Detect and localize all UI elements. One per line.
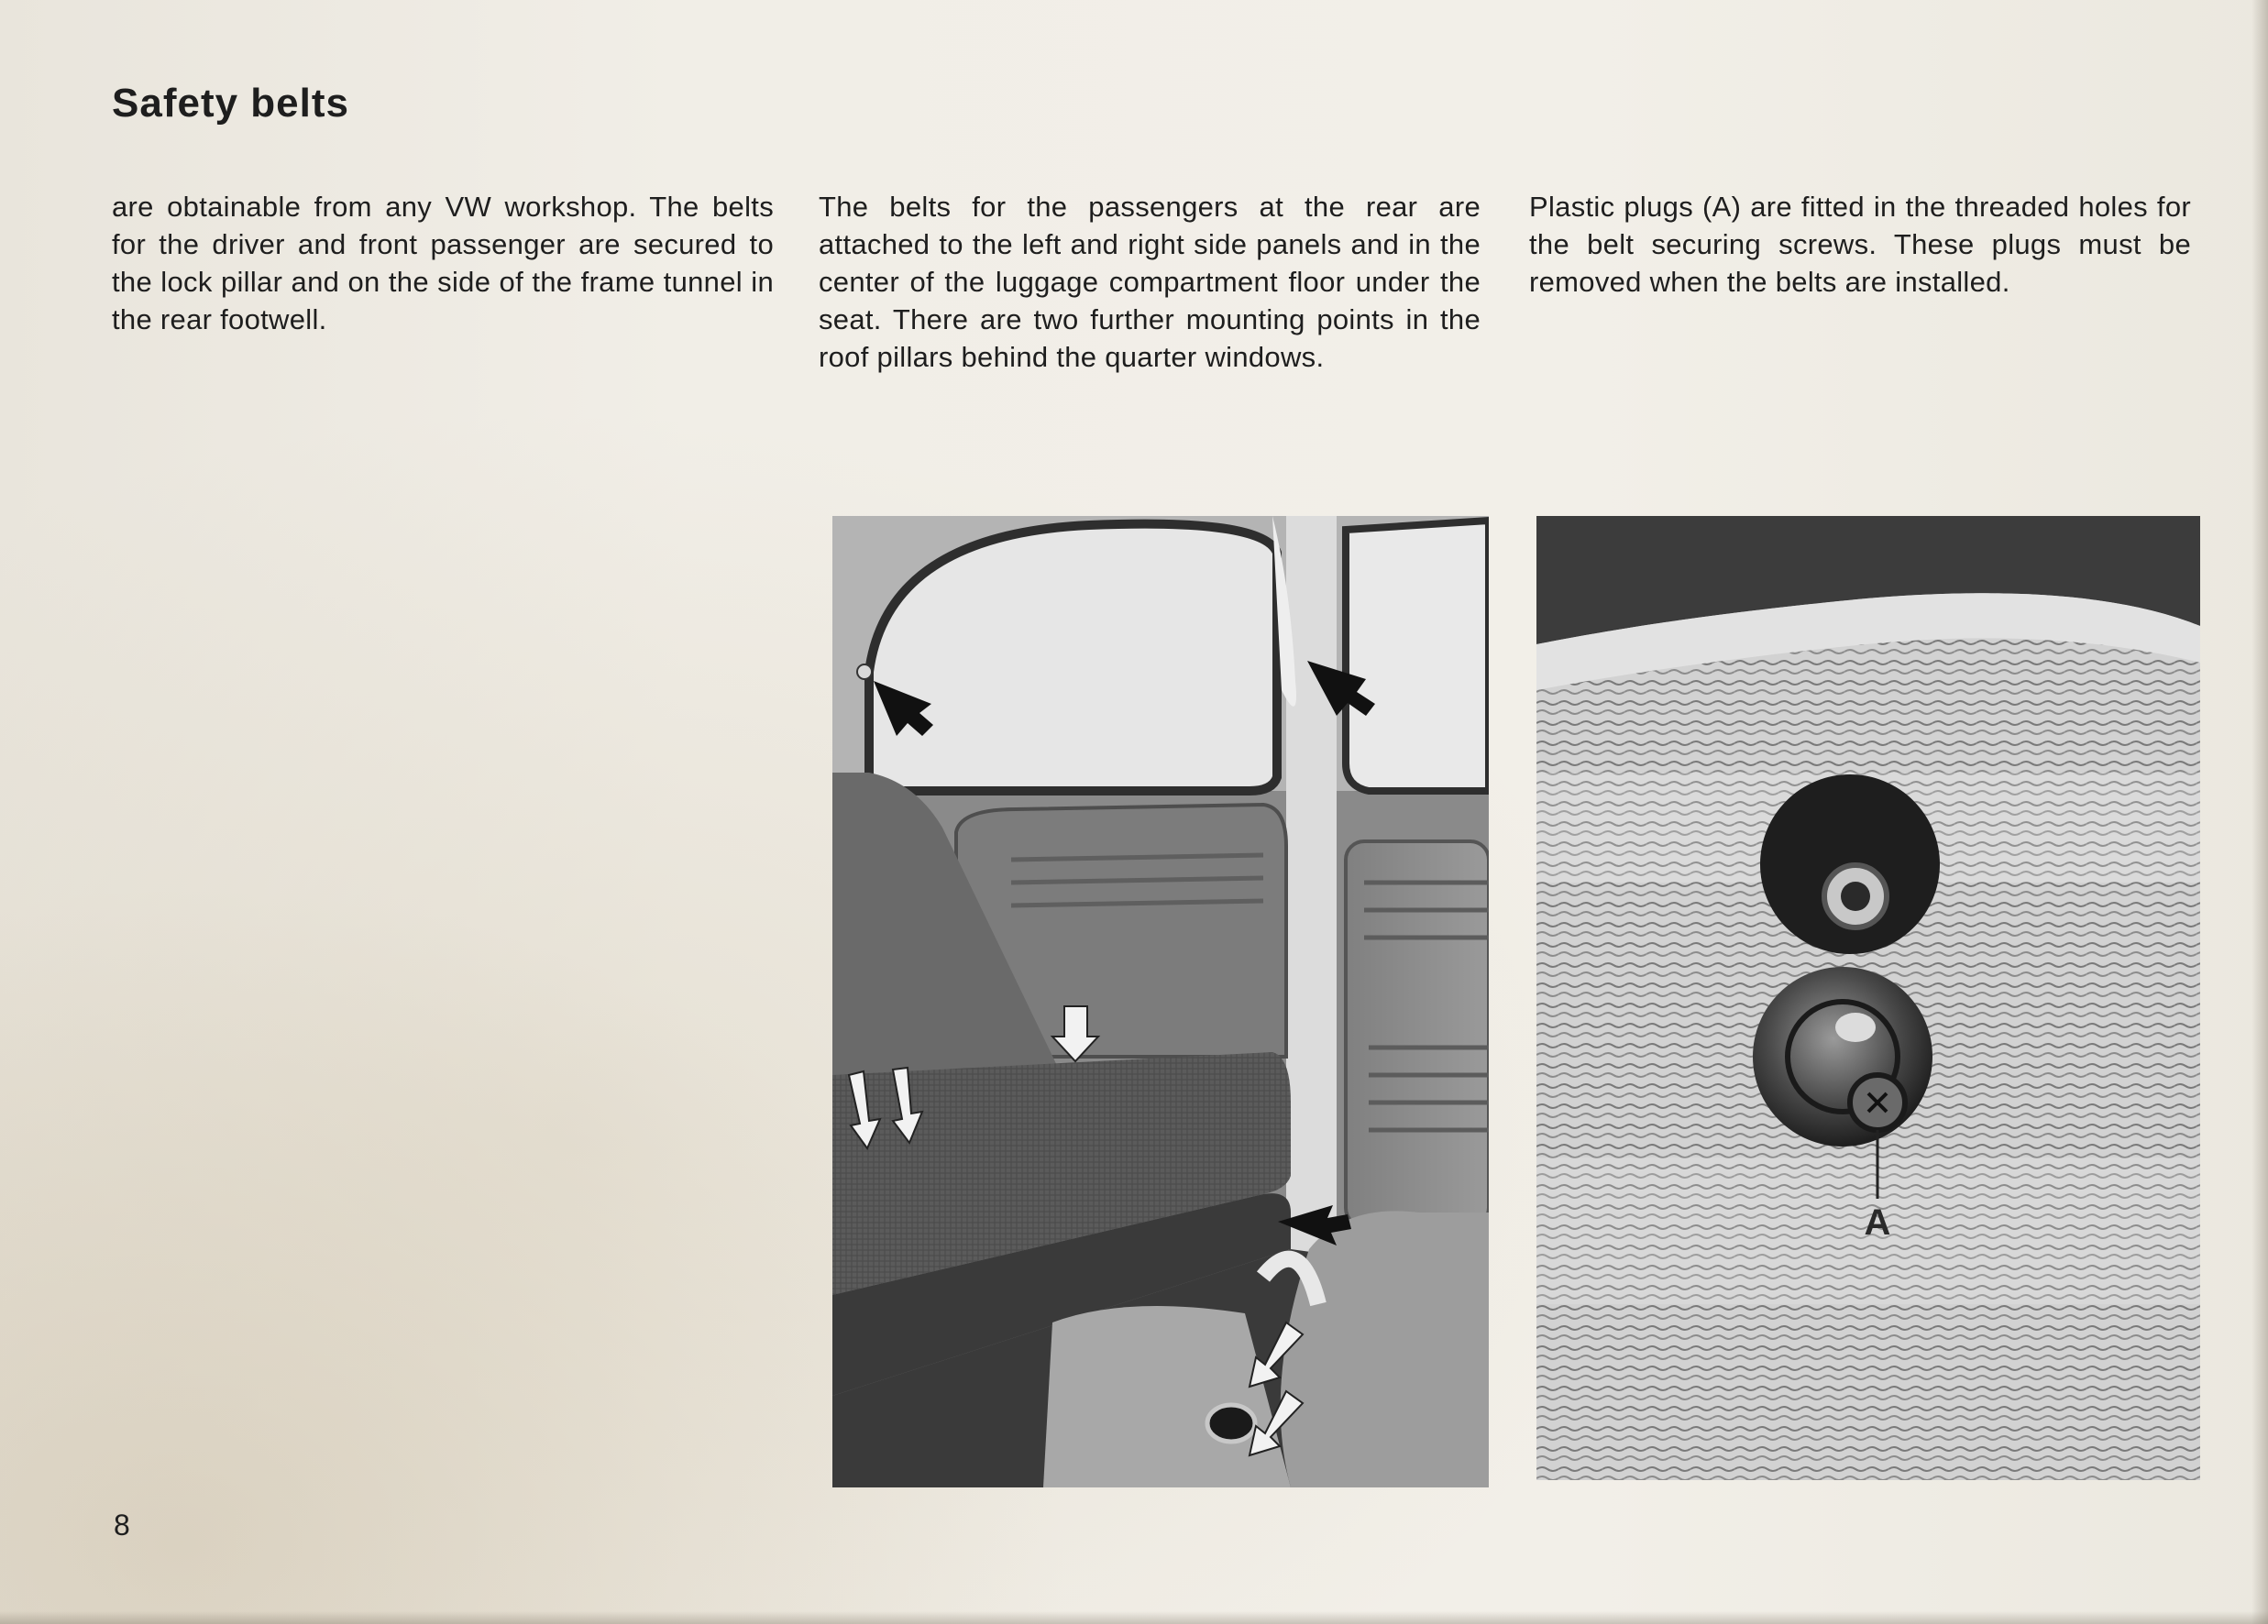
page-edge-shadow-bottom [0,1611,2268,1624]
text-column-2: The belts for the passengers at the rear are attached to the left and right side panels and in the center of the luggage compartment floor under the seat. There are two further mounting points in the roof pillars behind the quarter windows. [819,191,1481,373]
page-edge-shadow-right [2251,0,2268,1624]
plastic-plug-photo [1536,516,2200,1480]
rear-seat-illustration [832,516,1489,1487]
text-column-3: Plastic plugs (A) are fitted in the threaded holes for the belt securing screws. These plugs must be removed when the belts are installed. [1529,191,2191,298]
page-title: Safety belts [112,81,349,126]
text-column-1: are obtainable from any VW workshop. The belts for the driver and front passenger are secured to the lock pillar and on the side of the frame tunnel in the rear footwell. [112,191,774,335]
page-number: 8 [114,1509,130,1542]
plug-illustration [1536,516,2200,1480]
rear-seat-interior-photo [832,516,1489,1487]
plug-label-a: A [1864,1202,1891,1243]
